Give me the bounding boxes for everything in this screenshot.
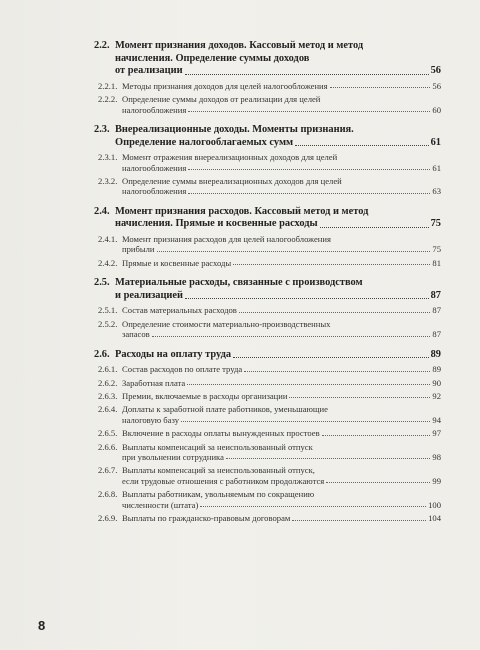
section-title-line-text: от реализации (115, 65, 183, 77)
entry-line (122, 415, 441, 425)
section-title (115, 349, 441, 362)
entry-number: 2.6.5. (98, 428, 118, 439)
page-ref: 61 (432, 162, 441, 173)
leader-dots (292, 520, 426, 521)
leader-dots (188, 111, 430, 112)
entry-line-text: Премии, включаемые в расходы организации (122, 391, 288, 402)
entry-line (122, 404, 441, 414)
section-title-line (115, 65, 441, 78)
toc-entry (94, 513, 441, 523)
entry-title (122, 305, 441, 315)
page-ref: 104 (428, 513, 441, 524)
entry-title (122, 234, 441, 255)
entry-line (122, 391, 441, 401)
leader-dots (188, 169, 430, 170)
toc-section (94, 349, 441, 524)
entry-line-text: прибыли (122, 244, 155, 255)
toc-section (94, 40, 441, 115)
entry-number: 2.6.7. (98, 465, 118, 476)
entry-number: 2.5.1. (98, 305, 118, 316)
entry-line (122, 319, 441, 329)
entry-line (122, 94, 441, 104)
entry-title (122, 513, 441, 523)
section-title-line-text: Расходы на оплату труда (115, 348, 232, 360)
entry-title (122, 378, 441, 388)
section-title-line (115, 290, 441, 303)
entry-number: 2.6.6. (98, 441, 118, 452)
entry-line-text: Выплаты компенсаций за неиспользованный отпуск (122, 441, 313, 452)
entry-title (122, 489, 441, 510)
entry-line-text: Определение суммы доходов от реализации для целей (122, 94, 321, 105)
entry-line (122, 329, 441, 339)
entry-line-text: Прямые и косвенные расходы (122, 257, 232, 268)
page-ref: 75 (430, 218, 441, 230)
entry-line (122, 428, 441, 438)
section-title (115, 206, 441, 231)
entry-title (122, 176, 441, 197)
entry-title (122, 258, 441, 268)
entry-line-text: налогообложения (122, 104, 187, 115)
leader-dots (320, 227, 429, 228)
section-title-line (115, 124, 441, 137)
section-title (115, 277, 441, 302)
leader-dots (187, 384, 430, 385)
entry-title (122, 465, 441, 486)
entry-number: 2.2.1. (98, 80, 118, 91)
toc-section (94, 277, 441, 339)
leader-dots (289, 397, 430, 398)
page-ref: 61 (430, 136, 441, 148)
toc-entry (94, 378, 441, 388)
entry-title (122, 152, 441, 173)
section-title-line-text: Момент признания доходов. Кассовый метод и метод (115, 40, 364, 51)
entry-number: 2.3.2. (98, 176, 118, 186)
toc-entry (94, 465, 441, 486)
entry-line (122, 244, 441, 254)
leader-dots (322, 435, 431, 436)
entry-number: 2.4.2. (98, 257, 118, 268)
section-title-line (115, 53, 441, 66)
section-title-line-text: начисления. Прямые и косвенные расходы (115, 218, 318, 230)
entry-number: 2.6.1. (98, 364, 118, 375)
entry-line (122, 186, 441, 196)
entry-title (122, 81, 441, 91)
entry-line-text: запасов (122, 329, 150, 340)
entry-line-text: Выплаты по гражданско-правовым договорам (122, 513, 291, 524)
toc-entry (94, 81, 441, 91)
entry-line (122, 105, 441, 115)
entry-title (122, 391, 441, 401)
section-title-line-text: Момент признания расходов. Кассовый метод и метод (115, 205, 369, 217)
page-ref: 98 (432, 452, 441, 463)
toc-entry (94, 428, 441, 438)
entry-line-text: Заработная плата (122, 377, 186, 388)
toc-entry (94, 489, 441, 510)
entry-line (122, 500, 441, 510)
entry-line (122, 442, 441, 452)
entry-title (122, 94, 441, 115)
page-ref: 90 (432, 377, 441, 388)
section-title-line-text: начисления. Определение суммы доходов (115, 52, 310, 64)
page-ref: 87 (432, 305, 441, 316)
toc-entry (94, 234, 441, 255)
leader-dots (330, 87, 431, 88)
entry-line-text: Момент отражения внереализационных доходов для целей (122, 152, 338, 163)
section-number: 2.2. (94, 40, 110, 51)
page-ref: 92 (432, 391, 441, 402)
toc-section (94, 206, 441, 268)
leader-dots (233, 264, 430, 265)
entry-line-text: численности (штата) (122, 499, 199, 510)
entry-line (122, 452, 441, 462)
leader-dots (295, 145, 428, 146)
entry-line-text: Состав материальных расходов (122, 305, 237, 316)
leader-dots (244, 371, 430, 372)
entry-line (122, 489, 441, 499)
entry-number: 2.2.2. (98, 94, 118, 105)
section-number: 2.6. (94, 348, 110, 360)
section-title-line (115, 218, 441, 231)
entry-line (122, 305, 441, 315)
entry-line (122, 465, 441, 475)
section-title-line (115, 40, 441, 53)
entry-line-text: налоговую базу (122, 414, 180, 425)
section-title-line-text: и реализацией (115, 289, 184, 301)
section-title-line (115, 349, 441, 362)
page-ref: 100 (428, 499, 441, 510)
entry-number: 2.6.4. (98, 404, 118, 415)
entry-title (122, 319, 441, 340)
page-ref: 75 (432, 244, 441, 255)
entry-line (122, 234, 441, 244)
section-heading (94, 206, 441, 231)
entry-number: 2.6.8. (98, 489, 118, 500)
entry-number: 2.6.9. (98, 513, 118, 524)
section-title-line-text: Материальные расходы, связанные с производством (115, 277, 363, 289)
leader-dots (185, 74, 429, 75)
entry-line (122, 152, 441, 162)
entry-line (122, 163, 441, 173)
page-ref: 60 (432, 104, 441, 115)
entry-line-text: Момент признания расходов для целей налогообложения (122, 234, 331, 244)
entry-line (122, 364, 441, 374)
section-title (115, 124, 441, 149)
section-title (115, 40, 441, 78)
page-ref: 97 (432, 428, 441, 439)
entry-line-text: Определение суммы внереализационных доходов для целей (122, 176, 342, 186)
entry-line-text: Определение стоимости материально-производственных (122, 318, 331, 329)
entry-number: 2.4.1. (98, 234, 118, 244)
entry-line-text: при увольнении сотрудника (122, 452, 224, 463)
entry-line-text: если трудовые отношения с работником продолжаются (122, 475, 325, 486)
entry-line (122, 513, 441, 523)
entry-line (122, 258, 441, 268)
leader-dots (239, 312, 431, 313)
entry-title (122, 364, 441, 374)
entry-line-text: Состав расходов по оплате труда (122, 364, 243, 375)
leader-dots (181, 421, 430, 422)
entry-line (122, 81, 441, 91)
leader-dots (188, 193, 430, 194)
toc-entry (94, 391, 441, 401)
entry-line-text: Выплаты компенсаций за неиспользованный отпуск, (122, 465, 315, 476)
entry-line-text: Доплаты к заработной плате работников, уменьшающие (122, 404, 328, 415)
section-heading (94, 40, 441, 78)
page-ref: 56 (432, 80, 441, 91)
section-title-line (115, 206, 441, 219)
page-ref: 56 (430, 65, 441, 77)
table-of-contents (94, 40, 441, 524)
page-ref: 99 (432, 475, 441, 486)
leader-dots (200, 506, 426, 507)
page-ref: 94 (432, 414, 441, 425)
entry-line (122, 176, 441, 186)
page-ref: 87 (430, 289, 441, 301)
toc-entry (94, 404, 441, 425)
entry-number: 2.6.2. (98, 377, 118, 388)
leader-dots (152, 336, 431, 337)
section-heading (94, 277, 441, 302)
entry-line-text: Выплаты работникам, увольняемым по сокращению (122, 489, 315, 500)
entry-line-text: налогообложения (122, 186, 187, 197)
page-ref: 89 (430, 348, 441, 360)
page-ref: 87 (432, 329, 441, 340)
entry-line (122, 378, 441, 388)
toc-entry (94, 442, 441, 463)
toc-section (94, 124, 441, 197)
section-number: 2.4. (94, 205, 110, 217)
entry-title (122, 428, 441, 438)
page-ref: 81 (432, 257, 441, 268)
toc-entry (94, 94, 441, 115)
entry-number: 2.6.3. (98, 391, 118, 402)
toc-entry (94, 305, 441, 315)
page-ref: 89 (432, 364, 441, 375)
section-title-line (115, 277, 441, 290)
section-title-line (115, 137, 441, 150)
toc-entry (94, 258, 441, 268)
section-title-line-text: Внереализационные доходы. Моменты признания. (115, 124, 354, 135)
page-number: 8 (38, 618, 46, 633)
page-ref: 63 (432, 186, 441, 197)
entry-line-text: Методы признания доходов для целей налогообложения (122, 80, 328, 91)
section-heading (94, 349, 441, 362)
entry-number: 2.5.2. (98, 318, 118, 329)
entry-title (122, 404, 441, 425)
leader-dots (157, 251, 431, 252)
entry-line-text: Включение в расходы оплаты вынужденных простоев (122, 428, 320, 439)
entry-title (122, 442, 441, 463)
entry-line (122, 476, 441, 486)
entry-line-text: налогообложения (122, 162, 187, 173)
toc-entry (94, 152, 441, 173)
section-title-line-text: Определение налогооблагаемых сумм (115, 136, 294, 148)
toc-entry (94, 176, 441, 197)
leader-dots (326, 482, 430, 483)
leader-dots (226, 458, 430, 459)
section-heading (94, 124, 441, 149)
entry-number: 2.3.1. (98, 152, 118, 163)
leader-dots (185, 298, 429, 299)
toc-entry (94, 364, 441, 374)
section-number: 2.5. (94, 277, 110, 289)
leader-dots (233, 357, 429, 358)
toc-entry (94, 319, 441, 340)
section-number: 2.3. (94, 124, 110, 135)
